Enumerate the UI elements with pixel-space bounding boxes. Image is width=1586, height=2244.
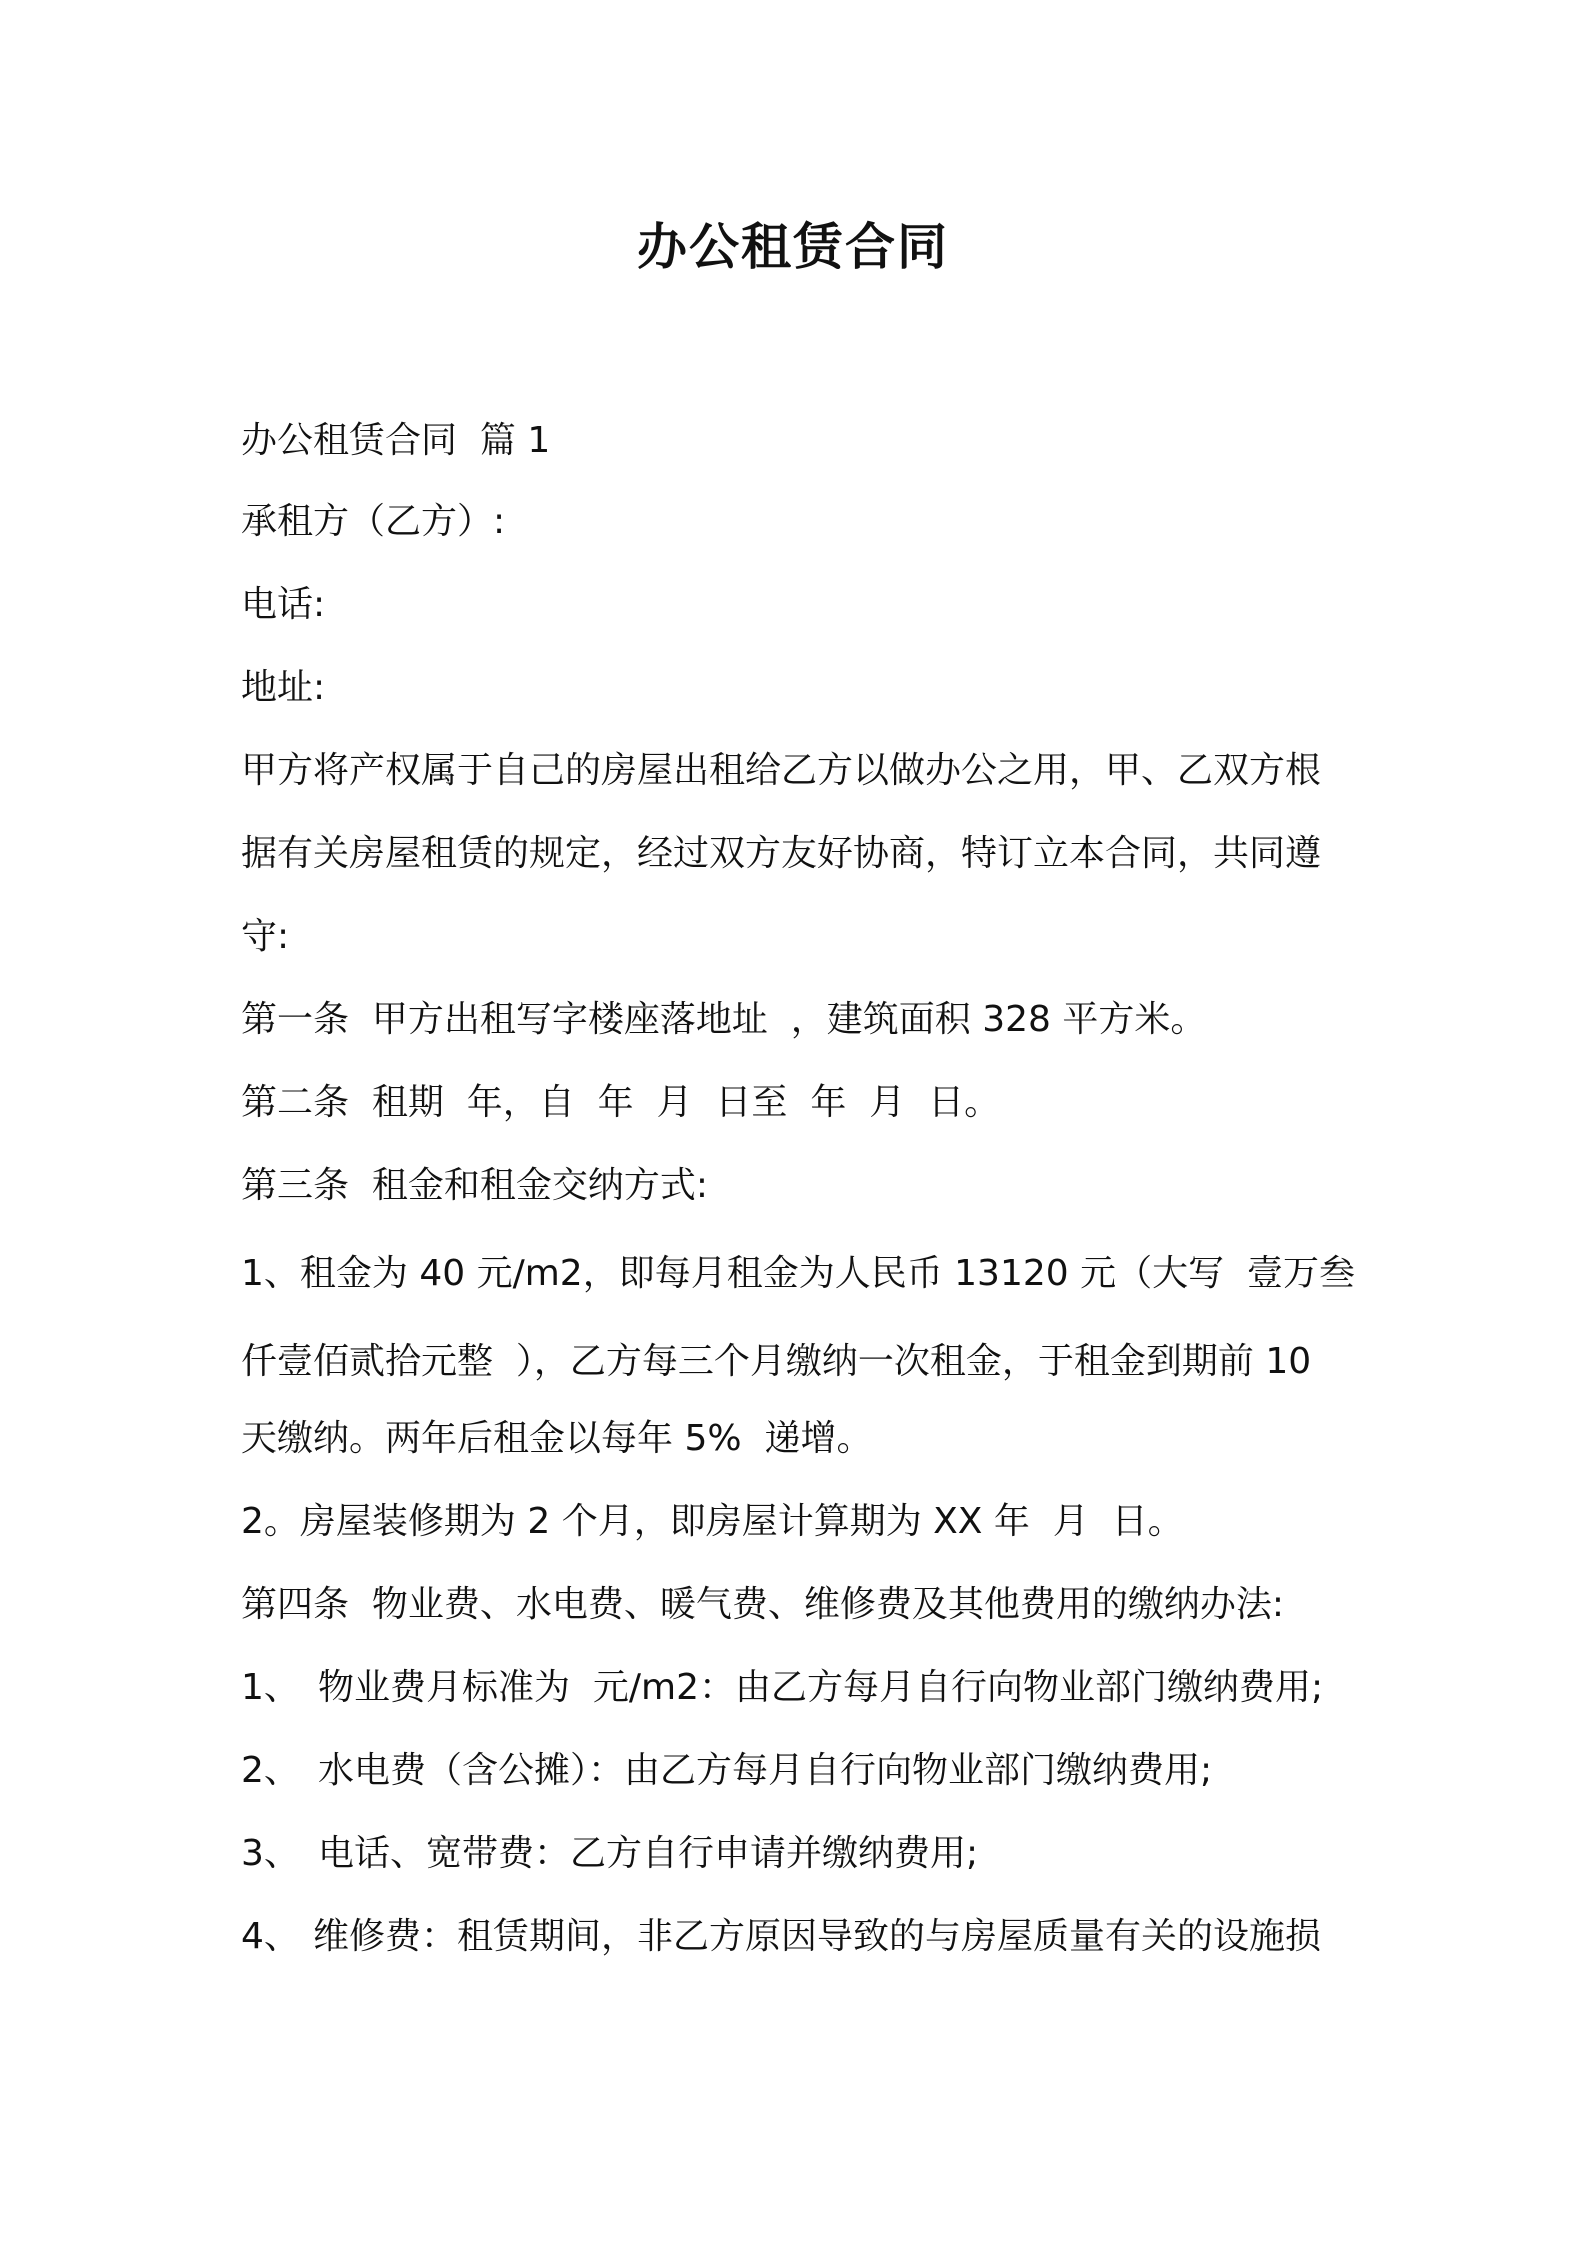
fee-item-number: 3、 (241, 1833, 300, 1874)
fee-item-text: 物业费月标准为 元/m2：由乙方每月自行向物业部门缴纳费用; (318, 1667, 1324, 1708)
fee-item-text: 维修费：租赁期间，非乙方原因导致的与房屋质量有关的设施损 (313, 1916, 1322, 1957)
preamble-line: 甲方将产权属于自己的房屋出租给乙方以做办公之用，甲、乙双方根 (241, 750, 1322, 791)
preamble-line: 据有关房屋租赁的规定，经过双方友好协商，特订立本合同，共同遵 (241, 833, 1322, 874)
article-2: 第二条 租期 年，自 年 月 日至 年 月 日。 (241, 1082, 1001, 1123)
fee-item-number: 2、 (241, 1750, 300, 1791)
fee-item-number: 1、 (241, 1667, 300, 1708)
fee-item-number: 4、 (241, 1916, 300, 1957)
tenant-label: 承租方（乙方）: (241, 501, 506, 542)
article-1: 第一条 甲方出租写字楼座落地址 ，建筑面积 328 平方米。 (241, 999, 1207, 1040)
renovation-clause: 2。房屋装修期为 2 个月，即房屋计算期为 XX 年 月 日。 (241, 1501, 1184, 1542)
fee-item-text: 水电费（含公摊）：由乙方每月自行向物业部门缴纳费用; (318, 1750, 1213, 1791)
preamble-line: 守: (241, 916, 290, 957)
section-heading: 办公租赁合同 篇 1 (241, 420, 551, 461)
article-3: 第三条 租金和租金交纳方式: (241, 1165, 709, 1206)
document-title: 办公租赁合同 (637, 218, 949, 276)
fee-item-text: 电话、宽带费：乙方自行申请并缴纳费用; (318, 1833, 979, 1874)
rent-clause-line: 1、租金为 40 元/m2，即每月租金为人民币 13120 元（大写 壹万叁 (241, 1253, 1355, 1294)
article-4: 第四条 物业费、水电费、暖气费、维修费及其他费用的缴纳办法: (241, 1584, 1285, 1625)
rent-clause-line: 仟壹佰贰拾元整 ），乙方每三个月缴纳一次租金，于租金到期前 10 (241, 1341, 1312, 1382)
phone-label: 电话: (241, 584, 326, 625)
rent-clause-line: 天缴纳。两年后租金以每年 5% 递增。 (241, 1418, 873, 1459)
address-label: 地址: (241, 667, 326, 708)
